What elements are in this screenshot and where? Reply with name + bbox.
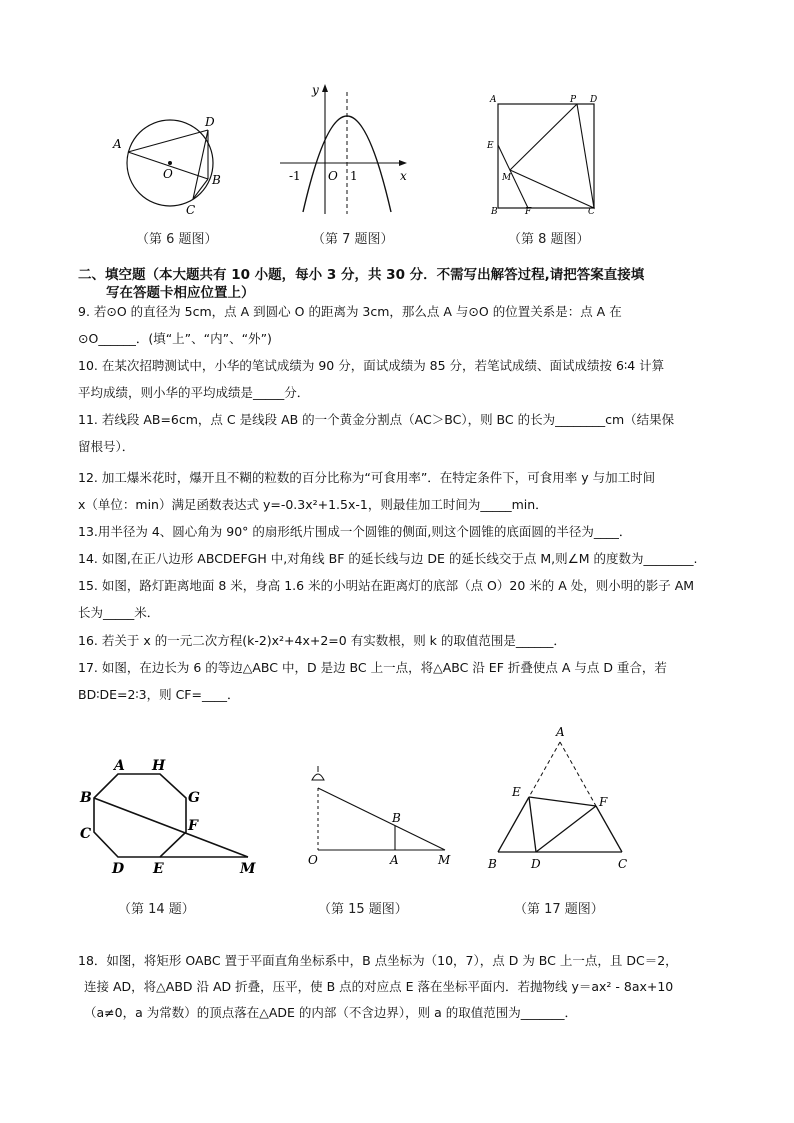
question-12 [78,464,728,518]
label-D: D [205,115,215,129]
figure-14-octagon [78,752,268,878]
q18-line1: 18．如图，将矩形 OABC 置于平面直角坐标系中，B 点坐标为（10，7），点 D 为 BC 上一点，且 DC＝2， [78,953,678,968]
figure-15-streetlamp [300,762,460,870]
caption-fig7: （第 7 题图） [312,232,394,247]
label-B: B [212,173,221,187]
label-A: A [556,725,565,739]
label-A: A [114,758,125,774]
label-A: A [390,853,399,867]
label-E: E [153,861,164,877]
label-origin: O [328,169,338,183]
q9-line2: ⊙O______．(填“上”、“内”、“外”) [78,331,272,346]
label-P: P [570,95,577,105]
section-heading-line1: 二、填空题（本大题共有 10 小题，每小 3 分，共 30 分．不需写出解答过程,请把答案直接填 [78,267,645,283]
label-B: B [488,857,497,871]
caption-fig15: （第 15 题图） [318,902,408,917]
label-A: A [490,95,497,105]
label-H: H [152,758,166,774]
question-13 [78,518,728,545]
label-O: O [308,853,318,867]
question-17 [78,654,728,708]
label-F: F [525,207,532,217]
caption-fig17: （第 17 题图） [514,902,604,917]
label-F: F [599,795,608,809]
label-B: B [392,811,401,825]
label-D: D [112,861,125,877]
question-11 [78,406,728,460]
caption-fig6: （第 6 题图） [136,232,218,247]
section-heading [78,266,728,302]
label-1: 1 [350,169,358,183]
label-F: F [188,818,198,834]
q11-line1: 11. 若线段 AB=6cm，点 C 是线段 AB 的一个黄金分割点（AC＞BC），则 BC 的长为________cm（结果保 [78,412,675,427]
q12-line1: 12. 加工爆米花时，爆开且不糊的粒数的百分比称为“可食用率”．在特定条件下，可食用率 y 与加工时间 [78,470,656,485]
q17-line1: 17. 如图，在边长为 6 的等边△ABC 中，D 是边 BC 上一点，将△ABC 沿 EF 折叠使点 A 与点 D 重合，若 [78,660,667,675]
q10-line2: 平均成绩，则小华的平均成绩是_____分． [78,385,310,400]
label-E: E [512,785,521,799]
label-M: M [502,173,512,183]
label-B: B [80,790,92,806]
caption-fig14: （第 14 题） [118,902,195,917]
figure-7-parabola [275,80,415,218]
label-D: D [590,95,598,105]
q18-line3: （a≠0，a 为常数）的顶点落在△ADE 的内部（不含边界），则 a 的取值范围为_______． [84,1005,577,1020]
label-M: M [240,861,256,877]
q9-line1: 9. 若⊙O 的直径为 5cm，点 A 到圆心 O 的距离为 3cm，那么点 A 与⊙O 的位置关系是：点 A 在 [78,304,622,319]
q10-line1: 10. 在某次招聘测试中，小华的笔试成绩为 90 分，面试成绩为 85 分，若笔试成绩、面试成绩按 6∶4 计算 [78,358,665,373]
label-C: C [618,857,628,871]
label-C: C [588,207,595,217]
label-B: B [491,207,498,217]
q18-line2: 连接 AD，将△ABD 沿 AD 折叠，压平，使 B 点的对应点 E 落在坐标平面内．若抛物线 y＝ax² - 8ax+10 [84,979,674,994]
label-M: M [438,853,451,867]
label-C: C [186,203,196,217]
figure-17-triangle [480,720,640,876]
q15-line1: 15. 如图，路灯距离地面 8 米，身高 1.6 米的小明站在距离灯的底部（点 O）20 米的 A 处，则小明的影子 AM [78,578,695,593]
figure-8-square [484,90,604,218]
label-A: A [113,137,122,151]
label-O: O [163,167,173,181]
label-E: E [487,141,494,151]
label-D: D [531,857,541,871]
q13-line1: 13.用半径为 4、圆心角为 90° 的扇形纸片围成一个圆锥的侧面,则这个圆锥的底面圆的半径为____． [78,524,632,539]
q16-line1: 16. 若关于 x 的一元二次方程(k-2)x²+4x+2=0 有实数根，则 k 的取值范围是______． [78,633,566,648]
question-16 [78,627,728,654]
q17-line2: BD∶DE=2∶3，则 CF=____． [78,687,240,702]
section-heading-line2: 写在答题卡相应位置上） [106,285,255,301]
figure-6-circle [110,108,230,220]
label-x: x [400,169,407,183]
q11-line2: 留根号）． [78,439,135,454]
label-C: C [80,826,92,842]
q15-line2: 长为_____米． [78,605,160,620]
label-G: G [188,790,200,806]
label-y: y [312,83,319,97]
question-14 [78,545,728,572]
question-9 [78,298,728,352]
caption-fig8: （第 8 题图） [508,232,590,247]
question-15 [78,572,728,626]
q12-line2: x（单位：min）满足函数表达式 y=-0.3x²+1.5x-1，则最佳加工时间为_____min． [78,497,548,512]
label-neg1: -1 [289,169,301,183]
q14-line1: 14. 如图,在正八边形 ABCDEFGH 中,对角线 BF 的延长线与边 DE 的延长线交于点 M,则∠M 的度数为________. [78,551,698,566]
question-18 [78,948,738,1026]
question-10 [78,352,728,406]
